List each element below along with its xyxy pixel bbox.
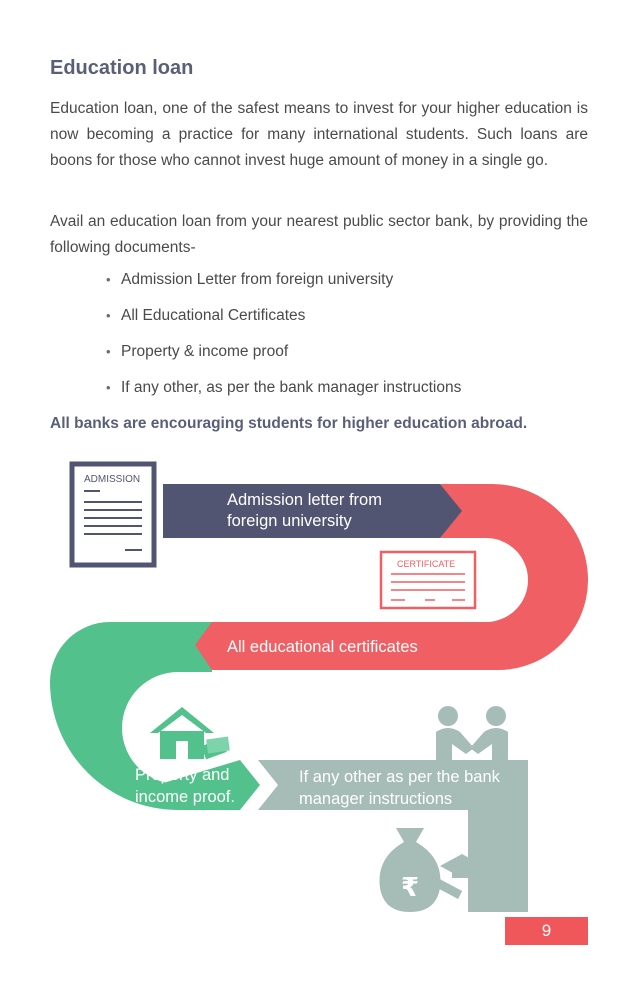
step1-label-line1: Admission letter from: [227, 491, 382, 509]
section-heading: Education loan: [50, 57, 194, 79]
certificate-card-label: CERTIFICATE: [397, 559, 456, 569]
step3-label-line2: income proof.: [135, 788, 235, 806]
step4-label-line1: If any other as per the bank: [299, 768, 500, 786]
page-number-badge: [505, 917, 588, 945]
certificate-icon: [381, 552, 475, 608]
page-number: 9: [541, 921, 552, 940]
list-item: • If any other, as per the bank manager instructions: [106, 378, 461, 398]
list-item: • Property & income proof: [106, 342, 461, 362]
documents-list: [106, 270, 461, 414]
step1-label-line2: foreign university: [227, 512, 352, 530]
documents-intro-paragraph: Avail an education loan from your nearest public sector bank, by providing the following documents-: [50, 213, 588, 256]
loan-process-infographic: [0, 440, 638, 920]
cash-icon: [201, 737, 230, 760]
admission-card-label: ADMISSION: [84, 474, 141, 485]
step4-label-line2: manager instructions: [299, 790, 453, 808]
emphasis-statement: All banks are encouraging students for higher education abroad.: [50, 415, 528, 432]
step2-label: All educational certificates: [227, 638, 418, 656]
rupee-symbol: ₹: [400, 873, 420, 903]
list-item: • All Educational Certificates: [106, 306, 461, 326]
step3-label-line1: Property and: [135, 766, 230, 784]
money-bag-icon: [380, 828, 441, 912]
intro-paragraph: Education loan, one of the safest means to invest for your higher education is now becoming a practice for many international students. Such loans are boons for those who cannot invest huge amount of money in a single go.: [50, 100, 588, 169]
admission-letter-icon: [72, 464, 154, 565]
handshake-icon: [436, 706, 508, 764]
list-item: • Admission Letter from foreign university: [106, 270, 461, 290]
